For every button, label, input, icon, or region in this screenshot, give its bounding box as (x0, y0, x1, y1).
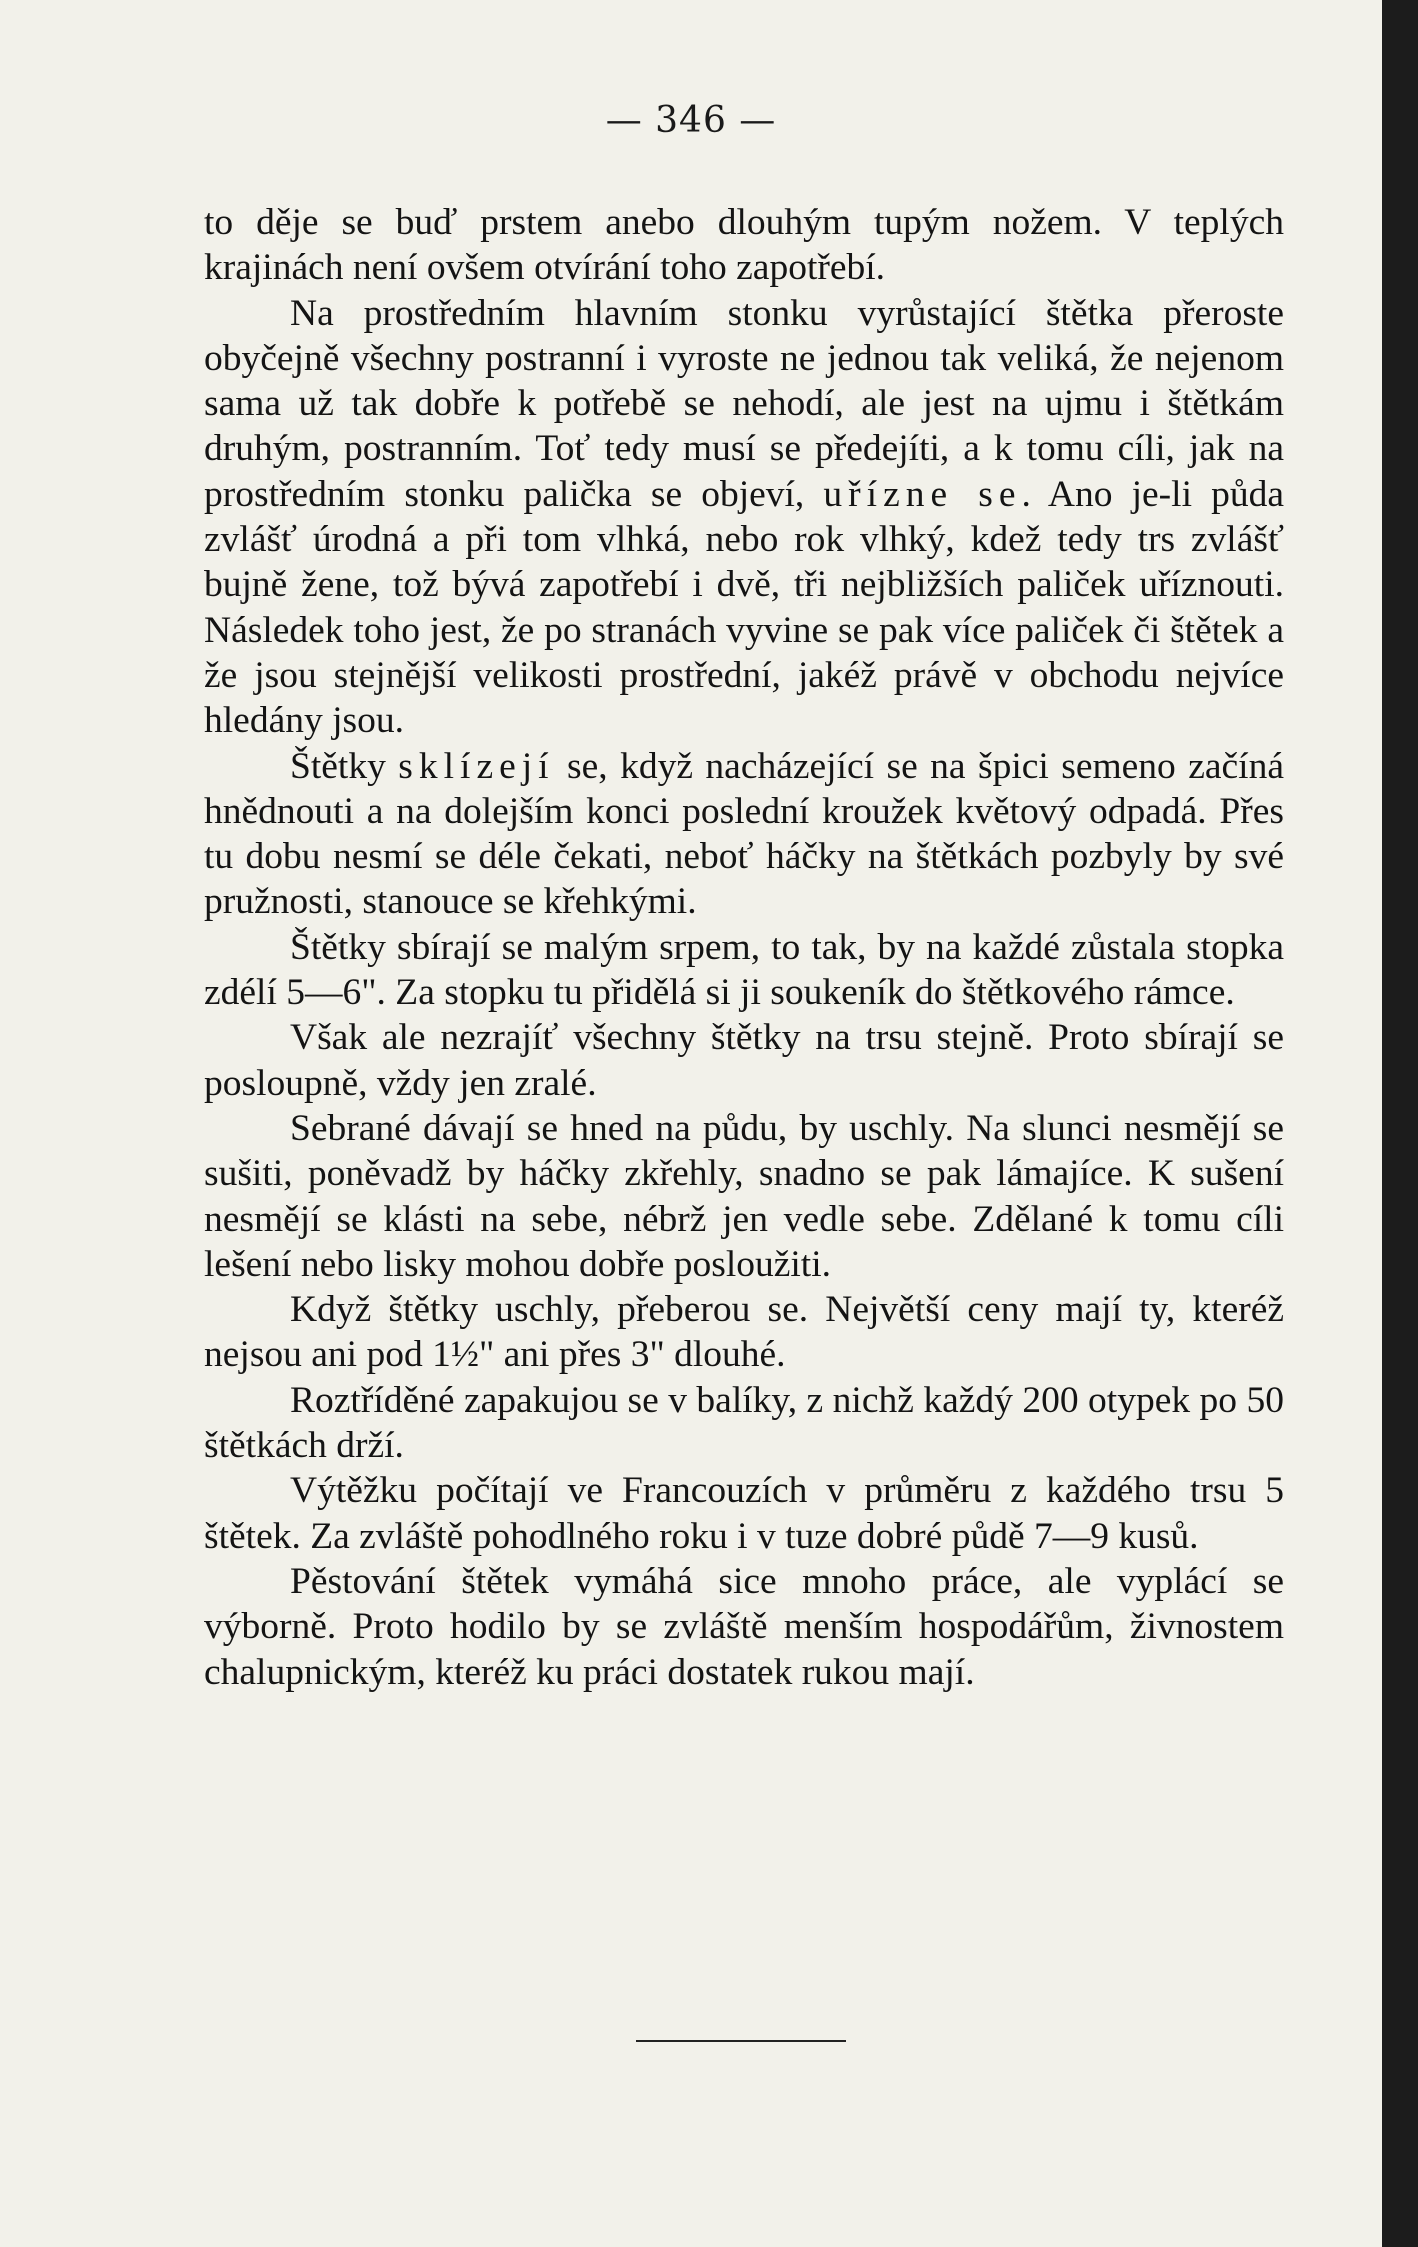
paragraph (204, 1378, 1284, 1469)
text-segment: Roztříděné zapakujou se v balíky, z nichž každý 200 otypek po 50 štětkách drží. (204, 1379, 1284, 1467)
paragraph (204, 1559, 1284, 1695)
text-segment: Štětky sbírají se malým srpem, to tak, by na každé zůstala stopka zdélí 5—6". Za stopku tu přidělá si ji soukeník do štětkového rámce. (204, 926, 1284, 1014)
paragraph (204, 925, 1284, 1016)
text-segment: Štětky (290, 745, 399, 787)
paragraph (204, 1015, 1284, 1106)
text-segment: . Ano je-li půda zvlášť úrodná a při tom vlhká, nebo rok vlhký, kdež tedy trs zvlášť bujně žene, tož bývá zapotřebí i dvě, tři nejbližších paliček uříznouti. Následek toho jest, že po stranách vyvine se pak více paliček či štětek a že jsou stejnější velikosti prostřední, jakéž právě v obchodu nejvíce hledány jsou. (204, 473, 1284, 742)
page-number: — 346 — (605, 100, 777, 141)
paragraph (204, 1468, 1284, 1559)
text-segment: to děje se buď prstem anebo dlouhým tupým nožem. V teplých krajinách není ovšem otvírání toho zapotřebí. (204, 202, 1284, 289)
paragraph (204, 744, 1284, 925)
text-segment: Sebrané dávají se hned na půdu, by uschly. Na slunci nesmějí se sušiti, poněvadž by háčky zkřehly, snadno se pak lámajíce. K sušení nesmějí se klásti na sebe, nébrž jen vedle sebe. Zdělané k tomu cíli lešení nebo lisky mohou dobře posloužiti. (204, 1107, 1284, 1285)
paragraph (204, 200, 1284, 291)
paragraph (204, 1106, 1284, 1287)
paragraph (204, 1287, 1284, 1378)
text-segment: se, když nacházející se na špici semeno začíná hnědnouti a na dolejším konci poslední kroužek květový odpadá. Přes tu dobu nesmí se déle čekati, neboť háčky na štětkách pozbyly by své pružnosti, stanouce se křehkými. (204, 745, 1284, 923)
text-segment: Když štětky uschly, přeberou se. Největší ceny mají ty, kteréž nejsou ani pod 1½" ani přes 3" dlouhé. (204, 1289, 1284, 1376)
text-segment: Však ale nezrajíť všechny štětky na trsu stejně. Proto sbírají se posloupně, vždy jen zralé. (204, 1017, 1284, 1104)
text-segment: Pěstování štětek vymáhá sice mnoho práce, ale vyplácí se výborně. Proto hodilo by se zvláště menším hospodářům, živnostem chalupnickým, kteréž ku práci dostatek rukou mají. (204, 1560, 1284, 1693)
paragraph (204, 291, 1284, 744)
spaced-emphasis: uřízne se (823, 473, 1022, 515)
spaced-emphasis: sklízejí (398, 745, 555, 787)
text-segment: Na prostředním hlavním stonku vyrůstající štětka přeroste obyčejně všechny postranní i vyroste ne jednou tak veliká, že nejenom sama už tak dobře k potřebě se nehodí, ale jest na ujmu i štětkám druhým, postranním. Toť tedy musí se předejíti, a k tomu cíli, jak na prostředním stonku palička se objeví, (204, 292, 1284, 515)
end-rule (636, 2040, 846, 2042)
text-segment: Výtěžku počítají ve Francouzích v průměru z každého trsu 5 štětek. Za zvláště pohodlného roku i v tuze dobré půdě 7—9 kusů. (204, 1470, 1284, 1557)
body-text (204, 200, 1284, 1695)
